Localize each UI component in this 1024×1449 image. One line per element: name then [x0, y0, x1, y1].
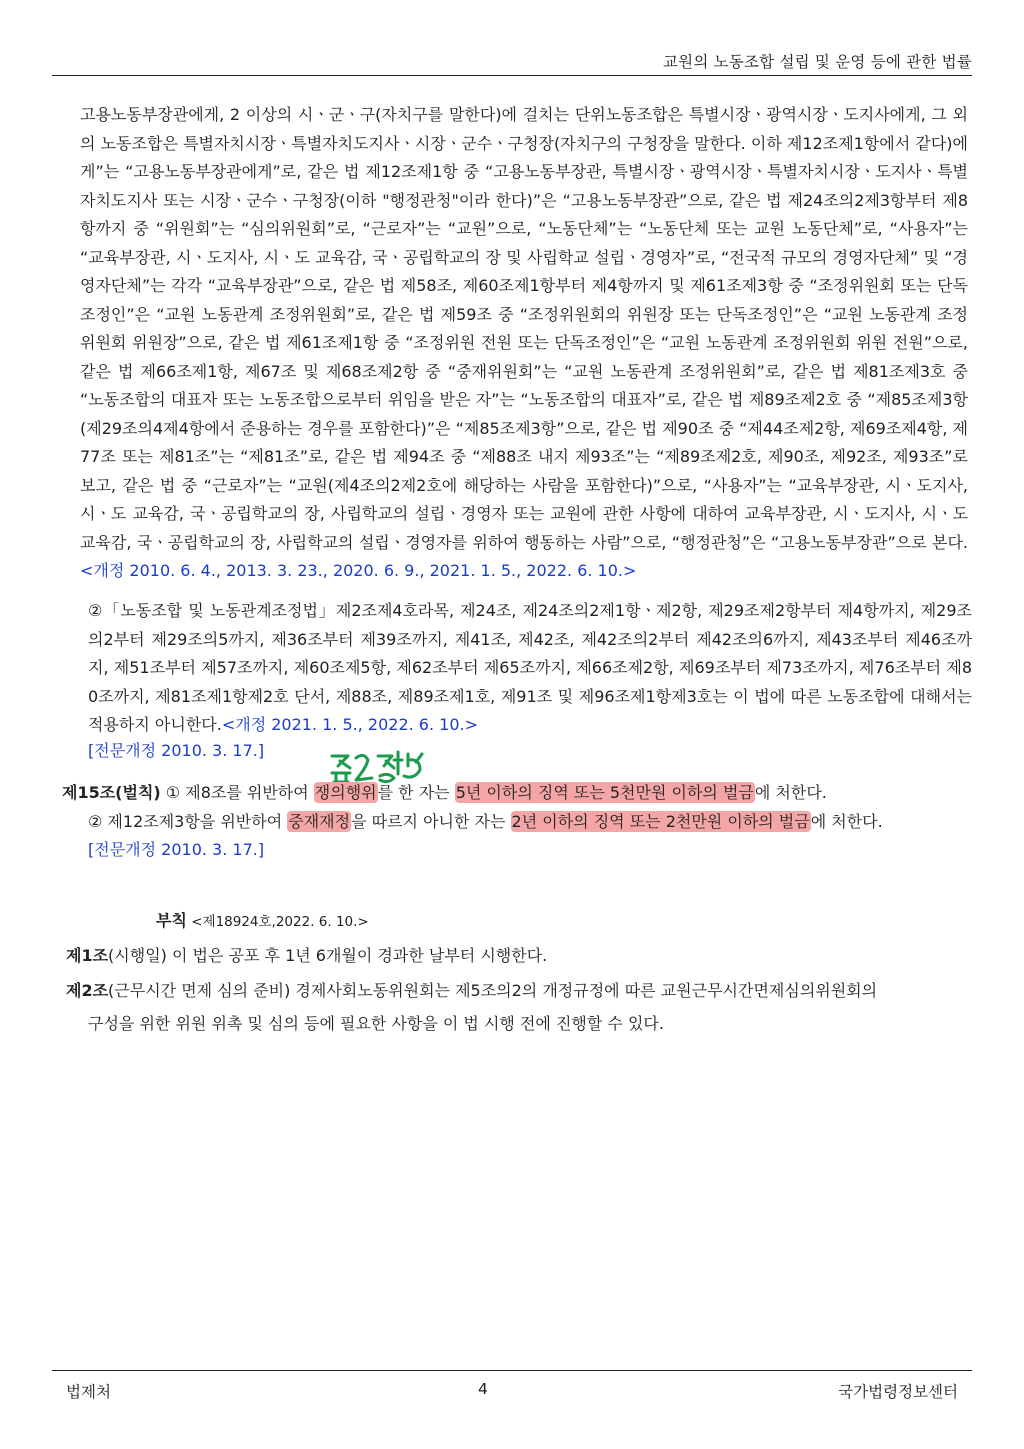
footer-divider [52, 1370, 972, 1371]
paragraph-continuation [80, 101, 968, 586]
addenda-article-2 [66, 977, 877, 1006]
page-number: 4 [478, 1380, 488, 1398]
text-segment: ① 제8조를 위반하여 [160, 783, 314, 802]
full-amendment-note: [전문개정 2010. 3. 17.] [88, 741, 265, 760]
footer-source: 국가법령정보센터 [838, 1383, 958, 1401]
highlight-penalty-2: 2년 이하의 징역 또는 2천만원 이하의 벌금 [511, 812, 810, 831]
footer-publisher: 법제처 [66, 1383, 111, 1401]
paragraph-2 [88, 597, 972, 740]
addenda-reference: <제18924호,2022. 6. 10.> [186, 914, 369, 930]
article-15-paragraph-2 [88, 808, 883, 837]
addenda-article-2-continued: 구성을 위한 위원 위촉 및 심의 등에 필요한 사항을 이 법 시행 전에 진행할 수 있다. [88, 1014, 664, 1033]
article-15-label: 제15조(벌칙) [62, 783, 161, 802]
highlight-penalty-1: 5년 이하의 징역 또는 5천만원 이하의 벌금 [455, 783, 754, 802]
addenda-heading [156, 907, 369, 937]
article-2-label: 제2조 [66, 981, 109, 1000]
article-1-text: (시행일) 이 법은 공포 후 1년 6개월이 경과한 날부터 시행한다. [108, 946, 548, 965]
text-segment: 에 처한다. [754, 783, 827, 802]
highlight-arbitration: 중재재정 [288, 812, 351, 831]
article-2-text: (근무시간 면제 심의 준비) 경제사회노동위원회는 제5조의2의 개정규정에 따른 교원근무시간면제심의위원회의 [108, 981, 878, 1000]
text-segment: 을 따르지 아니한 자는 [351, 812, 511, 831]
highlight-strike-act: 쟁의행위 [314, 783, 377, 802]
amendment-note: <개정 2010. 6. 4., 2013. 3. 23., 2020. 6. 9., 2021. 1. 5., 2022. 6. 10.> [80, 561, 637, 580]
document-header-title: 교원의 노동조합 설립 및 운영 등에 관한 법률 [662, 53, 972, 71]
header-divider [52, 75, 972, 76]
article-15-paragraph-1 [62, 779, 827, 808]
text-segment: 를 한 자는 [377, 783, 455, 802]
paragraph-text: ②「노동조합 및 노동관계조정법」제2조제4호라목, 제24조, 제24조의2제1항ㆍ제2항, 제29조제2항부터 제4항까지, 제29조의2부터 제29조의5까지, 제36조부터 제39조까지, 제41조, 제42조, 제42조의2부터 제42조의6까지, 제43조부터 제46조까지, 제51조부터 제57조까지, 제60조제5항, 제62조부터 제65조까지, 제66조제2항, 제69조부터 제73조까지, 제76조부터 제80조까지, 제81조제1항제2호 단서, 제88조, 제89조제1호, 제91조 및 제96조제1항제3호는 이 법에 따른 노동조합에 대해서는 적용하지 아니한다. [88, 601, 972, 734]
addenda-label: 부칙 [156, 911, 187, 930]
addenda-article-1 [66, 942, 547, 971]
text-segment: 에 처한다. [810, 812, 883, 831]
paragraph-text: 고용노동부장관에게, 2 이상의 시ㆍ군ㆍ구(자치구를 말한다)에 걸치는 단위노동조합은 특별시장ㆍ광역시장ㆍ도지사에게, 그 외의 노동조합은 특별자치시장ㆍ특별자치도지사ㆍ시장ㆍ군수ㆍ구청장(자치구의 구청장을 말한다. 이하 제12조제1항에서 같다)에게”는 “고용노동부장관에게”로, 같은 법 제12조제1항 중 “고용노동부장관, 특별시장ㆍ광역시장ㆍ특별자치시장ㆍ도지사ㆍ특별자치도지사 또는 시장ㆍ군수ㆍ구청장(이하 "행정관청"이라 한다)”은 “고용노동부장관”으로, 같은 법 제24조의2제3항부터 제8항까지 중 “위원회”는 “심의위원회”로, “근로자”는 “교원”으로, “노동단체”는 “노동단체 또는 교원 노동단체”로, “사용자”는 “교육부장관, 시ㆍ도지사, 시ㆍ도 교육감, 국ㆍ공립학교의 장 및 사립학교 설립ㆍ경영자”로, “전국적 규모의 경영자단체” 및 “경영자단체”는 각각 “교육부장관”으로, 같은 법 제58조, 제60조제1항부터 제4항까지 및 제61조제3항 중 “조정위원회 또는 단독조정인”은 “교원 노동관계 조정위원회”로, 같은 법 제59조 중 “조정위원회의 위원장 또는 단독조정인”은 “교원 노동관계 조정위원회 위원장”으로, 같은 법 제61조제1항 중 “조정위원 전원 또는 단독조정인”은 “교원 노동관계 조정위원회 위원 전원”으로, 같은 법 제66조제1항, 제67조 및 제68조제2항 중 “중재위원회”는 “교원 노동관계 조정위원회”로, 같은 법 제81조제3호 중 “노동조합의 대표자 또는 노동조합으로부터 위임을 받은 자”는 “노동조합의 대표자”로, 같은 법 제89조제2호 중 “제85조제3항(제29조의4제4항에서 준용하는 경우를 포함한다)”은 “제85조제3항”으로, 같은 법 제90조 중 “제44조제2항, 제69조제4항, 제77조 또는 제81조”는 “제81조”로, 같은 법 제94조 중 “제88조 내지 제93조”는 “제89조제2호, 제90조, 제92조, 제93조”로 보고, 같은 법 중 “근로자”는 “교원(제4조의2제2호에 해당하는 사람을 포함한다)”으로, “사용자”는 “교육부장관, 시ㆍ도지사, 시ㆍ도 교육감, 국ㆍ공립학교의 장, 사립학교의 설립ㆍ경영자 또는 교원에 관한 사항에 대하여 교육부장관, 시ㆍ도지사, 시ㆍ도 교육감, 국ㆍ공립학교의 장, 사립학교의 설립ㆍ경영자를 위하여 행동하는 사람”으로, “행정관청”은 “고용노동부장관”으로 본다. [80, 105, 968, 552]
full-amendment-note: [전문개정 2010. 3. 17.] [88, 840, 265, 859]
amendment-note: <개정 2021. 1. 5., 2022. 6. 10.> [221, 715, 479, 734]
text-segment: ② 제12조제3항을 위반하여 [88, 812, 288, 831]
article-1-label: 제1조 [66, 946, 109, 965]
